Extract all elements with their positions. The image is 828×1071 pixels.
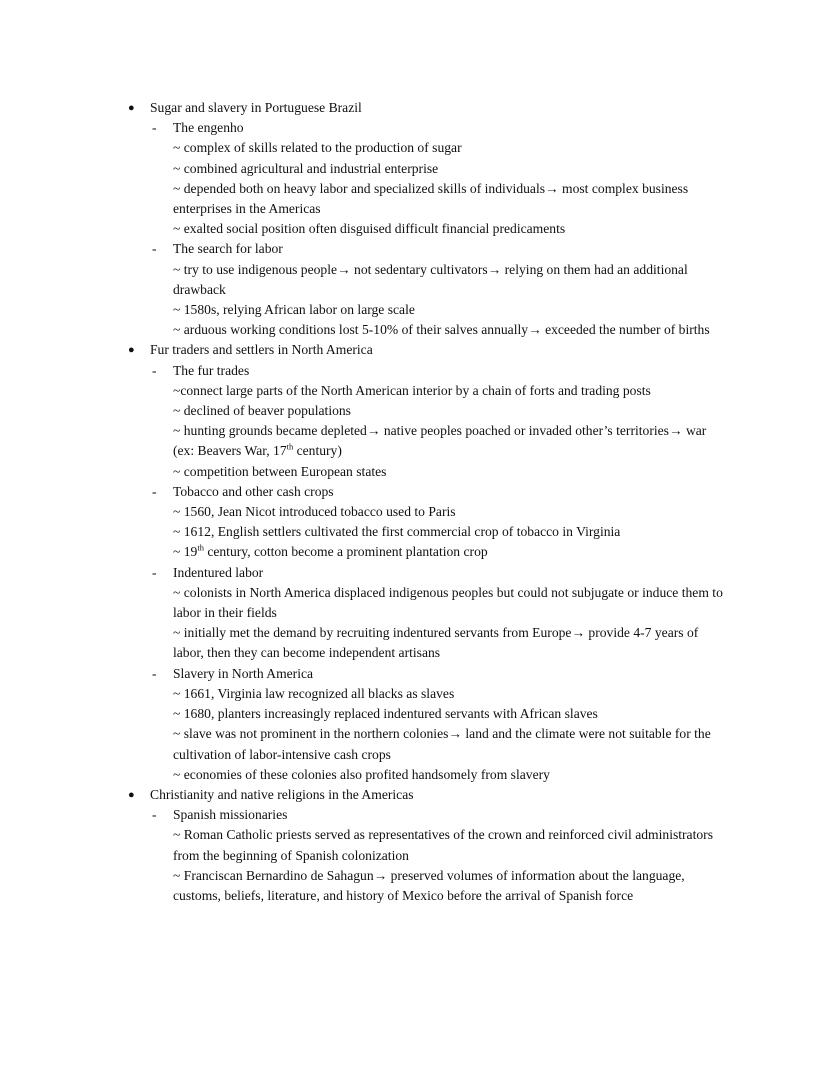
outline-subsection	[128, 361, 730, 381]
subsection-heading: Indentured labor	[173, 564, 264, 580]
subsection-list	[128, 118, 730, 340]
notes-outline	[128, 98, 730, 906]
bullet-icon: ●	[128, 788, 135, 801]
subsection-heading: Tobacco and other cash crops	[173, 483, 334, 499]
section-heading: Fur traders and settlers in North America	[150, 342, 373, 358]
dash-icon: -	[152, 241, 157, 257]
subsection-list	[128, 361, 730, 785]
note-item: ~ exalted social position often disguised difficult financial predicaments	[173, 221, 566, 237]
note-item: ~ slave was not prominent in the northern colonies→ land and the climate were not suitable for the cultivation of labor-intensive cash crops	[173, 726, 711, 762]
note-item: ~ colonists in North America displaced indigenous peoples but could not subjugate or induce them to labor in their fields	[173, 584, 723, 621]
dash-icon: -	[152, 564, 157, 580]
note-item: ~ Franciscan Bernardino de Sahagun→ preserved volumes of information about the language, customs, beliefs, literature, and history of Mexico before the arrival of Spanish force	[173, 867, 685, 903]
bullet-icon: ●	[128, 344, 135, 357]
outline-subsection	[128, 239, 730, 259]
section-heading: Christianity and native religions in the Americas	[150, 786, 414, 802]
outline-section	[128, 785, 730, 805]
note-item: ~ initially met the demand by recruiting indentured servants from Europe→ provide 4-7 years of labor, then they can become independent artisans	[173, 625, 699, 661]
dash-icon: -	[152, 362, 157, 378]
outline-subsection	[128, 664, 730, 684]
subsection-heading: Spanish missionaries	[173, 807, 288, 823]
subsection-heading: The search for labor	[173, 241, 283, 257]
note-item: ~ hunting grounds became depleted→ native peoples poached or invaded other’s territories→ war (ex: Beavers War, 17th century)	[173, 423, 707, 459]
note-list	[128, 583, 730, 664]
dash-icon: -	[152, 483, 157, 499]
note-item: ~connect large parts of the North American interior by a chain of forts and trading posts	[173, 382, 651, 398]
note-item: ~ try to use indigenous people→ not sedentary cultivators→ relying on them had an additional drawback	[173, 261, 688, 297]
subsection-heading: Slavery in North America	[173, 665, 314, 681]
note-item: ~ depended both on heavy labor and specialized skills of individuals→ most complex business enterprises in the Americas	[173, 180, 689, 217]
note-item: ~ economies of these colonies also profited handsomely from slavery	[173, 766, 550, 782]
outline-section	[128, 340, 730, 360]
note-item: ~ Roman Catholic priests served as representatives of the crown and reinforced civil administrators from the beginning of Spanish colonization	[173, 827, 713, 863]
outline-subsection	[128, 482, 730, 502]
note-list	[128, 138, 730, 239]
bullet-icon: ●	[128, 102, 135, 114]
note-item: ~ 1580s, relying African labor on large scale	[173, 302, 415, 318]
note-item: ~ combined agricultural and industrial enterprise	[173, 160, 439, 176]
note-list	[128, 684, 730, 785]
note-item: ~ 1661, Virginia law recognized all blacks as slaves	[173, 685, 455, 701]
note-item: ~ 1560, Jean Nicot introduced tobacco used to Paris	[173, 504, 456, 520]
outline-subsection	[128, 805, 730, 825]
section-heading: Sugar and slavery in Portuguese Brazil	[150, 100, 362, 115]
subsection-heading: The fur trades	[173, 362, 250, 378]
dash-icon: -	[152, 665, 157, 681]
note-item: ~ 1680, planters increasingly replaced indentured servants with African slaves	[173, 706, 598, 722]
note-list	[128, 502, 730, 563]
subsection-heading: The engenho	[173, 120, 244, 136]
note-item: ~ competition between European states	[173, 463, 387, 479]
note-list	[128, 260, 730, 341]
outline-subsection	[128, 563, 730, 583]
note-item: ~ 19th century, cotton become a prominent plantation crop	[173, 542, 488, 560]
dash-icon: -	[152, 807, 157, 823]
note-item: ~ arduous working conditions lost 5-10% of their salves annually→ exceeded the number of births	[173, 322, 710, 338]
outline-section	[128, 98, 730, 118]
note-list	[128, 381, 730, 482]
subsection-list	[128, 805, 730, 906]
note-item: ~ 1612, English settlers cultivated the first commercial crop of tobacco in Virginia	[173, 524, 621, 540]
outline-subsection	[128, 118, 730, 138]
note-list	[128, 825, 730, 906]
dash-icon: -	[152, 120, 157, 136]
note-item: ~ declined of beaver populations	[173, 403, 351, 419]
note-item: ~ complex of skills related to the production of sugar	[173, 140, 462, 156]
